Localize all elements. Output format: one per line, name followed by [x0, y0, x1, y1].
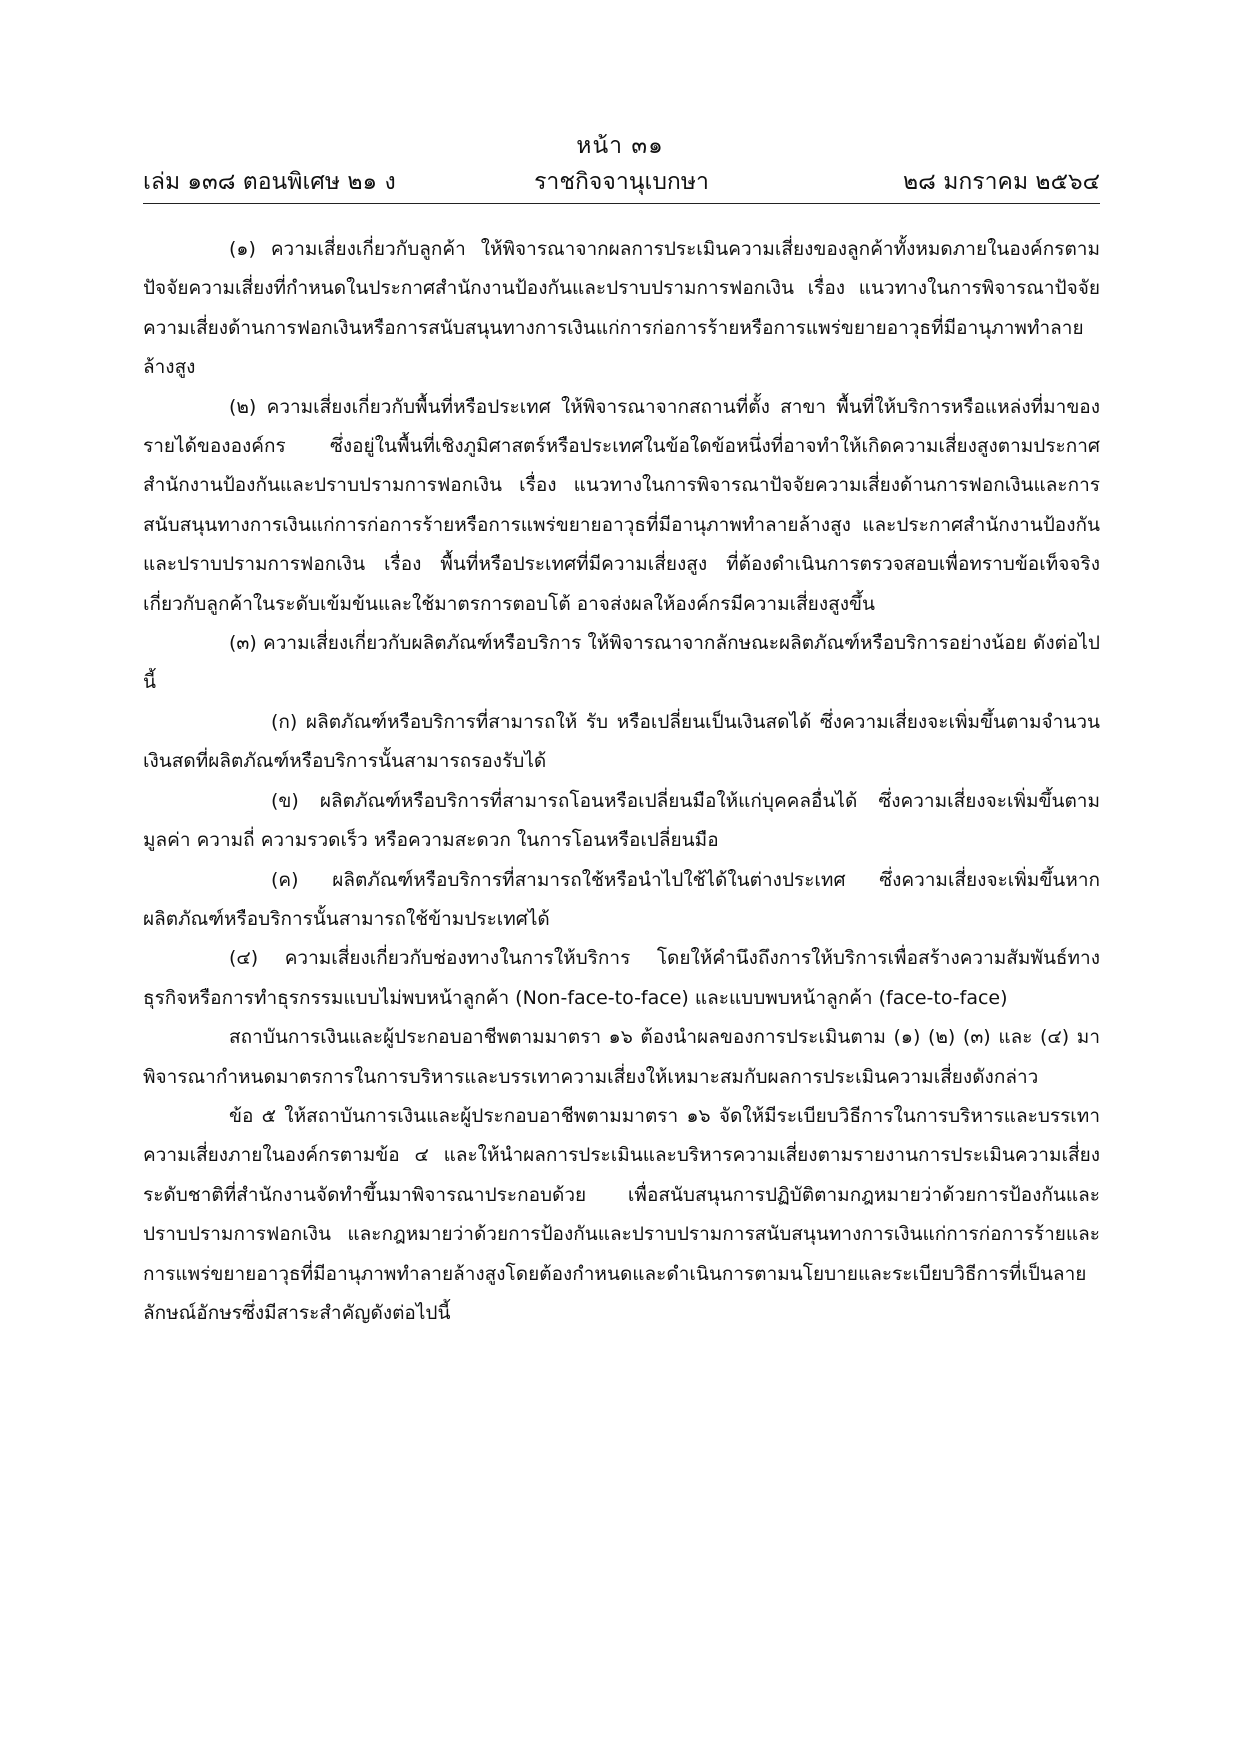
publication-date: ๒๘ มกราคม ๒๕๖๔: [902, 169, 1100, 195]
subparagraph-b: (ข) ผลิตภัณฑ์หรือบริการที่สามารถโอนหรือเปลี่ยนมือให้แก่บุคคลอื่นได้ ซึ่งความเสี่ยงจะเพิ่มขึ้นตามมูลค่า ความถี่ ความรวดเร็ว หรือความสะดวก ในการโอนหรือเปลี่ยนมือ: [143, 789, 1100, 852]
paragraph-risk-area: (๒) ความเสี่ยงเกี่ยวกับพื้นที่หรือประเทศ ให้พิจารณาจากสถานที่ตั้ง สาขา พื้นที่ให้บริการหรือแหล่งที่มาของรายได้ขององค์กร ซึ่งอยู่ในพื้นที่เชิงภูมิศาสตร์หรือประเทศในข้อใดข้อหนึ่งที่อาจทำให้เกิดความเสี่ยงสูงตามประกาศสำนักงานป้องกันและปราบปรามการฟอกเงิน เรื่อง แนวทางในการพิจารณาปัจจัยความเสี่ยงด้านการฟอกเงินและการสนับสนุนทางการเงินแก่การก่อการร้ายหรือการแพร่ขยายอาวุธที่มีอานุภาพทำลายล้างสูง และประกาศสำนักงานป้องกันและปราบปรามการฟอกเงิน เรื่อง พื้นที่หรือประเทศที่มีความเสี่ยงสูง ที่ต้องดำเนินการตรวจสอบเพื่อทราบข้อเท็จจริงเกี่ยวกับลูกค้าในระดับเข้มข้นและใช้มาตรการตอบโต้ อาจส่งผลให้องค์กรมีความเสี่ยงสูงขึ้น: [143, 395, 1100, 615]
paragraph-risk-channel: (๔) ความเสี่ยงเกี่ยวกับช่องทางในการให้บริการ โดยให้คำนึงถึงการให้บริการเพื่อสร้างความสัมพันธ์ทางธุรกิจหรือการทำธุรกรรมแบบไม่พบหน้าลูกค้า (Non-face-to-face) และแบบพบหน้าลูกค้า (face-to-face): [143, 947, 1100, 1009]
document-body: [143, 230, 1100, 1333]
paragraph-risk-product: (๓) ความเสี่ยงเกี่ยวกับผลิตภัณฑ์หรือบริการ ให้พิจารณาจากลักษณะผลิตภัณฑ์หรือบริการอย่างน้อย ดังต่อไปนี้: [143, 632, 1100, 694]
gazette-header: [143, 164, 1100, 200]
page-number: หน้า ๓๑: [576, 133, 664, 159]
subparagraph-a: (ก) ผลิตภัณฑ์หรือบริการที่สามารถให้ รับ หรือเปลี่ยนเป็นเงินสดได้ ซึ่งความเสี่ยงจะเพิ่มขึ้นตามจำนวนเงินสดที่ผลิตภัณฑ์หรือบริการนั้นสามารถรองรับได้: [143, 710, 1100, 773]
publication-name: ราชกิจจานุเบกษา: [534, 169, 709, 195]
subparagraph-c: (ค) ผลิตภัณฑ์หรือบริการที่สามารถใช้หรือนำไปใช้ได้ในต่างประเทศ ซึ่งความเสี่ยงจะเพิ่มขึ้นหากผลิตภัณฑ์หรือบริการนั้นสามารถใช้ข้ามประเทศได้: [143, 868, 1100, 930]
header-rule: [143, 203, 1100, 204]
paragraph-assessment-use: สถาบันการเงินและผู้ประกอบอาชีพตามมาตรา ๑๖ ต้องนำผลของการประเมินตาม (๑) (๒) (๓) และ (๔) มาพิจารณากำหนดมาตรการในการบริหารและบรรเทาความเสี่ยงให้เหมาะสมกับผลการประเมินความเสี่ยงดังกล่าว: [143, 1026, 1100, 1088]
paragraph-clause-5: ข้อ ๕ ให้สถาบันการเงินและผู้ประกอบอาชีพตามมาตรา ๑๖ จัดให้มีระเบียบวิธีการในการบริหารและบรรเทาความเสี่ยงภายในองค์กรตามข้อ ๔ และให้นำผลการประเมินและบริหารความเสี่ยงตามรายงานการประเมินความเสี่ยงระดับชาติที่สำนักงานจัดทำขึ้นมาพิจารณาประกอบด้วย เพื่อสนับสนุนการปฏิบัติตามกฎหมายว่าด้วยการป้องกันและปราบปรามการฟอกเงิน และกฎหมายว่าด้วยการป้องกันและปราบปรามการสนับสนุนทางการเงินแก่การก่อการร้ายและการแพร่ขยายอาวุธที่มีอานุภาพทำลายล้างสูงโดยต้องกำหนดและดำเนินการตามนโยบายและระเบียบวิธีการที่เป็นลายลักษณ์อักษรซึ่งมีสาระสำคัญดังต่อไปนี้: [143, 1104, 1100, 1324]
paragraph-risk-customer: (๑) ความเสี่ยงเกี่ยวกับลูกค้า ให้พิจารณาจากผลการประเมินความเสี่ยงของลูกค้าทั้งหมดภายในองค์กรตามปัจจัยความเสี่ยงที่กำหนดในประกาศสำนักงานป้องกันและปราบปรามการฟอกเงิน เรื่อง แนวทางในการพิจารณาปัจจัยความเสี่ยงด้านการฟอกเงินหรือการสนับสนุนทางการเงินแก่การก่อการร้ายหรือการแพร่ขยายอาวุธที่มีอานุภาพทำลายล้างสูง: [143, 238, 1100, 379]
volume-issue: เล่ม ๑๓๘ ตอนพิเศษ ๒๑ ง: [143, 169, 396, 195]
